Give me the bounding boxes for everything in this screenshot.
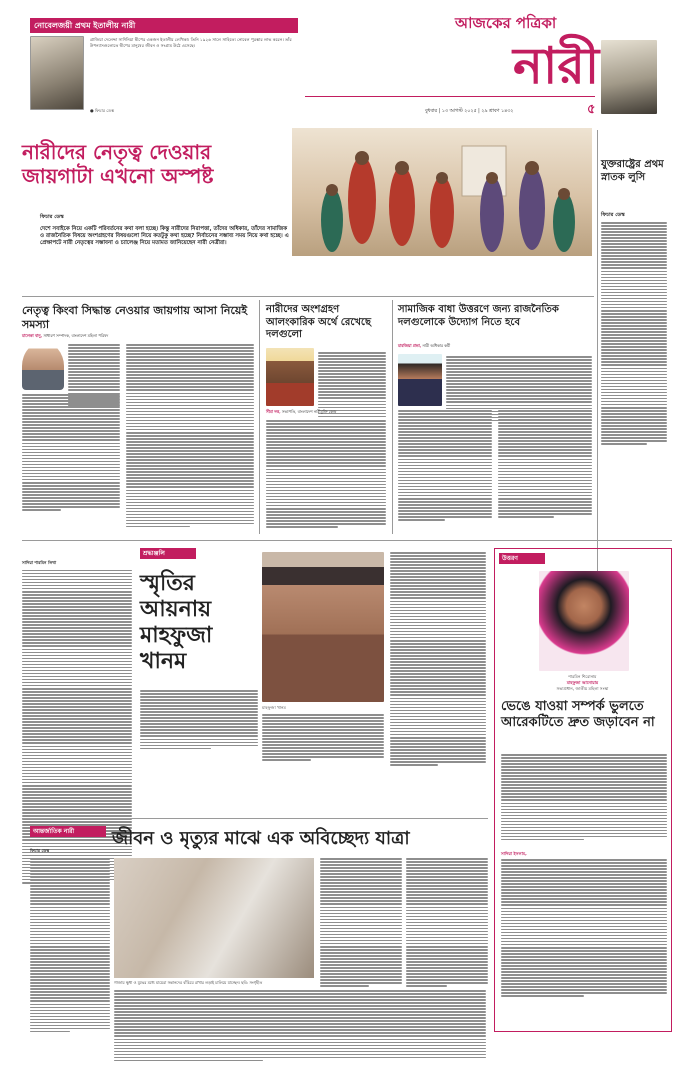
opinion-1-role: সাধারণ সম্পাদক, বাংলাদেশ মহিলা পরিষদ bbox=[43, 333, 109, 338]
uttoron-caption-title: শারমিন শিরোনাম bbox=[568, 674, 597, 679]
opinion-3-credit bbox=[398, 344, 594, 349]
opinion-3-photo bbox=[398, 354, 442, 406]
uttoron-caption-name: মাহফুজা আনোয়ার bbox=[566, 680, 599, 685]
lead-byline: ফিচার ডেস্ক bbox=[40, 214, 64, 220]
international-photo bbox=[114, 858, 314, 978]
top-note bbox=[30, 18, 298, 118]
uttoron-photo bbox=[539, 571, 629, 671]
lucy-portrait bbox=[601, 40, 657, 114]
women-crowd-illustration bbox=[292, 128, 592, 256]
uttoron-box bbox=[494, 548, 672, 1032]
tribute-photo bbox=[262, 552, 384, 702]
opinion-1-headline: নেতৃত্ব কিংবা সিদ্ধান্ত নেওয়ার জায়গায় আসা নিয়েই সমস্যা bbox=[22, 304, 248, 331]
tribute-label: শ্রদ্ধাঞ্জলি bbox=[140, 548, 196, 559]
opinion-3-name: মারজিয়া প্রভা, bbox=[398, 343, 422, 348]
opinion-1-photo bbox=[22, 342, 64, 390]
opinion-3-headline: সামাজিক বাধা উত্তরণে জন্য রাজনৈতিক দলগুলোকে উদ্যোগ নিতে হবে bbox=[398, 304, 559, 328]
lead-headline-line1: নারীদের নেতৃত্ব দেওয়ার bbox=[22, 140, 212, 164]
sidebar-body bbox=[601, 222, 667, 445]
brand-logo: আজকের পত্রিকা bbox=[455, 14, 557, 32]
section-title: নারী bbox=[513, 36, 600, 95]
international-photo-caption: গাজায় ক্ষুধা ও যুদ্ধের মধ্যে মায়েরা সন্তানদের বাঁচিয়ে রাখার লড়াই চালিয়ে যাচ্ছেন। ছবি: সংগৃহীত bbox=[114, 980, 263, 985]
opinion-2-name: সীমা দত্ত, bbox=[266, 409, 281, 414]
opinion-2-headline: নারীদের অংশগ্রহণ আলংকারিক অর্থে রেখেছে দলগুলো bbox=[266, 304, 372, 340]
opinion-2-credit bbox=[266, 410, 386, 415]
lead-intro: দেশে সবাইকে নিয়ে একটি পরিবর্তনের কথা বলা হচ্ছে। কিন্তু নারীদের নিরাপত্তা, তাঁদের অধিকার, তাঁদের সামাজিক ও রাজনৈতিক বিষয়ে অংশগ্রহণের বিষয়গুলো নিয়ে কতটুকু কথা হচ্ছে? নির্বাচনের সম্ভাব্য সময় নিয়ে কথা হচ্ছে। এ প্রেক্ষাপটে নারী নেতৃত্বের সম্ভাবনা ও চ্যালেঞ্জ নিয়ে মতামত জানিয়েছেন নারী নেত্রীরা। bbox=[40, 226, 289, 247]
lead-headline-line2: জায়গাটা এখনো অস্পষ্ট bbox=[22, 164, 214, 188]
tribute-byline: সাদিয়া শারমিন লিথা bbox=[22, 560, 57, 565]
tribute-headline: স্মৃতির আয়নায় মাহফুজা খানম bbox=[140, 570, 213, 674]
sidebar-byline: ফিচার ডেস্ক bbox=[601, 212, 625, 218]
opinion-3-role: নারী অধিকার কর্মী bbox=[422, 343, 451, 348]
international-label: আন্তর্জাতিক নারী bbox=[30, 826, 106, 837]
page-number: ৫ bbox=[587, 102, 596, 117]
deledda-portrait bbox=[30, 36, 84, 110]
lead-headline bbox=[22, 140, 332, 188]
masthead bbox=[305, 14, 600, 126]
sidebar-headline: যুক্তরাষ্ট্রের প্রথম স্নাতক লুসি bbox=[601, 159, 664, 183]
opinion-1-credit bbox=[22, 334, 252, 339]
top-note-credit: ● ফিচার ডেস্ক bbox=[90, 108, 115, 113]
international-headline: জীবন ও মৃত্যুর মাঝে এক অবিচ্ছেদ্য যাত্রা bbox=[112, 828, 410, 849]
uttoron-headline: ভেঙে যাওয়া সম্পর্ক ভুলতে আরেকটিতে দ্রুত জড়াবেন না bbox=[501, 699, 655, 730]
international-byline: ফিচার ডেস্ক bbox=[30, 848, 50, 853]
issue-date: বুধবার | ১৩ আগস্ট ২০২৫ | ২৯ শ্রাবণ ১৪৩২ bbox=[425, 109, 514, 114]
opinion-1-name: মালেকা বানু, bbox=[22, 333, 43, 338]
top-note-title: নোবেলজয়ী প্রথম ইতালীয় নারী bbox=[30, 18, 298, 33]
uttoron-caption-role: সভাপ্রধান, জাতীয় মহিলা সংস্থা bbox=[556, 686, 609, 691]
uttoron-answer-by: সাদিয়া ইসলাম, bbox=[501, 851, 527, 856]
top-note-body: গ্রাজিয়া দেলেদ্দা সার্দিনিয়া দ্বীপের একজন ইতালীয় লেখিকা। তিনি ১৯২৬ সালে সাহিত্যে নোবেল পুরস্কার লাভ করেন। তাঁর উপন্যাসগুলোতে দ্বীপের মানুষের জীবন ও সংগ্রাম উঠে এসেছে। bbox=[90, 37, 292, 48]
opinion-2-photo bbox=[266, 348, 314, 406]
tribute-photo-caption: মাহফুজা খানম bbox=[262, 705, 286, 710]
lead-illustration bbox=[292, 128, 592, 256]
uttoron-label: উত্তরণ bbox=[499, 553, 545, 564]
opinion-2-role: সভাপতি, বাংলাদেশ নারীমুক্তি কেন্দ্র bbox=[281, 409, 337, 414]
